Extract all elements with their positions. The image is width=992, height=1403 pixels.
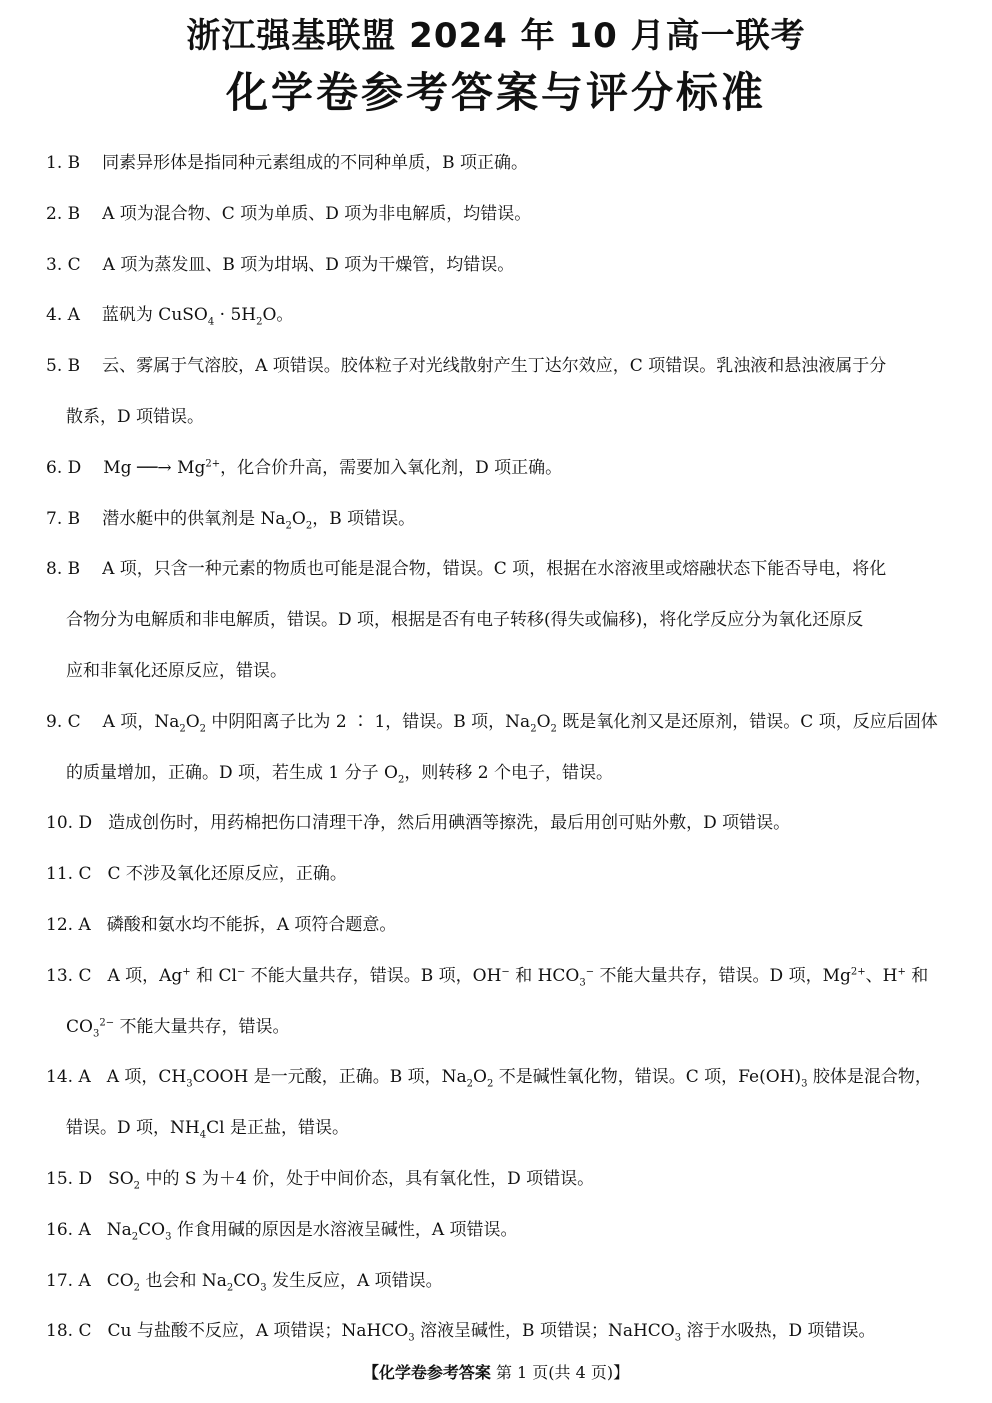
subscript: 2 bbox=[466, 1078, 474, 1090]
answer-text: A 项，CH bbox=[106, 1067, 187, 1088]
answer-text: Mg ──→ Mg bbox=[103, 457, 206, 478]
subscript: 2 bbox=[179, 723, 186, 735]
superscript: 2+ bbox=[205, 458, 221, 470]
answer-text: 溶于水吸热，D 项错误。 bbox=[681, 1321, 876, 1342]
answer-number: 16. A bbox=[46, 1219, 91, 1240]
answer-number: 3. C bbox=[46, 254, 81, 275]
document-title: 浙江强基联盟 2024 年 10 月高一联考 bbox=[186, 16, 806, 56]
answer-item bbox=[46, 189, 531, 239]
subscript: 2 bbox=[398, 773, 405, 785]
subscript: 3 bbox=[186, 1078, 193, 1090]
answer-text: COOH 是一元酸，正确。B 项，Na bbox=[192, 1067, 467, 1088]
answer-text: 也会和 Na bbox=[140, 1270, 227, 1291]
answer-item bbox=[46, 1205, 518, 1255]
answer-continuation bbox=[66, 595, 863, 645]
subscript: 3 bbox=[674, 1332, 682, 1344]
subscript: 3 bbox=[801, 1078, 808, 1090]
superscript: − bbox=[236, 966, 246, 978]
answer-number: 9. C bbox=[46, 711, 81, 732]
answer-text: 和 bbox=[905, 965, 929, 986]
answer-text: ，则转移 2 个电子，错误。 bbox=[404, 762, 613, 783]
subscript: 2 bbox=[199, 723, 207, 735]
answer-text: 胶体是混合物， bbox=[807, 1067, 932, 1088]
answer-text: O bbox=[536, 711, 551, 732]
answer-text: ，化合价升高，需要加入氧化剂，D 项正确。 bbox=[220, 457, 563, 478]
answer-text: A 项，Ag bbox=[107, 965, 183, 986]
subscript: 2 bbox=[226, 1281, 234, 1293]
subscript: 3 bbox=[165, 1231, 172, 1243]
superscript: − bbox=[585, 966, 595, 978]
answer-text: CO bbox=[66, 1016, 93, 1037]
answer-continuation bbox=[66, 646, 287, 696]
answer-text: Cu 与盐酸不反应，A 项错误；NaHCO bbox=[107, 1321, 409, 1342]
answer-item bbox=[46, 1154, 594, 1204]
answer-item bbox=[46, 494, 415, 544]
answer-text: 既是氧化剂又是还原剂，错误。C 项，反应后固体 bbox=[556, 711, 938, 732]
answer-text: 的质量增加，正确。D 项，若生成 1 分子 O bbox=[66, 762, 398, 783]
answer-text: CO bbox=[233, 1270, 261, 1291]
answer-text: O bbox=[185, 711, 200, 732]
answer-item bbox=[46, 1256, 443, 1306]
answer-continuation bbox=[66, 1002, 289, 1052]
answer-text: 中的 S 为＋4 价，处于中间价态，具有氧化性，D 项错误。 bbox=[140, 1169, 595, 1189]
answer-text: SO bbox=[108, 1169, 134, 1189]
superscript: 2+ bbox=[850, 966, 866, 978]
subscript: 2 bbox=[305, 519, 313, 531]
answer-text: C 不涉及氧化还原反应，正确。 bbox=[107, 864, 347, 885]
answer-text: O bbox=[473, 1067, 487, 1088]
subscript: 2 bbox=[133, 1281, 141, 1293]
answer-number: 11. C bbox=[46, 864, 92, 885]
subscript: 2 bbox=[530, 723, 537, 735]
answer-text: 蓝矾为 CuSO bbox=[101, 305, 208, 326]
subscript: 3 bbox=[579, 977, 586, 989]
answer-item bbox=[46, 849, 347, 899]
subscript: 3 bbox=[408, 1332, 415, 1344]
answer-number: 14. A bbox=[46, 1067, 91, 1088]
answer-text: 、H bbox=[865, 965, 898, 986]
superscript: + bbox=[897, 966, 906, 978]
answer-text: 发生反应，A 项错误。 bbox=[266, 1270, 443, 1291]
answer-text: O bbox=[291, 508, 306, 529]
answer-text: · 5H bbox=[214, 305, 257, 326]
answer-number: 2. B bbox=[46, 203, 81, 224]
answer-number: 18. C bbox=[46, 1321, 92, 1342]
answer-text: 不能大量共存，错误。B 项，OH bbox=[245, 965, 502, 986]
answer-text: 中阴阳离子比为 2 ∶ 1，错误。B 项，Na bbox=[206, 711, 531, 732]
answer-item bbox=[46, 443, 562, 493]
answer-continuation bbox=[66, 1103, 349, 1153]
subscript: 2 bbox=[486, 1078, 494, 1090]
subscript: 2 bbox=[131, 1231, 139, 1243]
answer-text: 云、雾属于气溶胶，A 项错误。胶体粒子对光线散射产生丁达尔效应，C 项错误。乳浊液和悬浊液属于分 bbox=[102, 356, 887, 377]
answer-text: 和 HCO bbox=[509, 965, 580, 986]
answer-item bbox=[46, 1052, 932, 1102]
answer-number: 10. D bbox=[46, 813, 93, 834]
answer-text: A 项，Na bbox=[102, 711, 180, 732]
answer-number: 5. B bbox=[46, 356, 81, 377]
answer-item bbox=[46, 798, 790, 848]
answer-number: 17. A bbox=[46, 1270, 91, 1291]
answer-item bbox=[46, 240, 514, 290]
answer-text: 潜水艇中的供氧剂是 Na bbox=[102, 508, 286, 529]
footer-page-number: 第 1 页(共 4 页)】 bbox=[495, 1363, 630, 1382]
answer-text: Na bbox=[106, 1219, 132, 1240]
answer-text: 应和非氧化还原反应，错误。 bbox=[66, 661, 287, 681]
answer-text: CO bbox=[106, 1270, 134, 1291]
answer-item bbox=[46, 697, 938, 747]
answer-number: 7. B bbox=[46, 508, 81, 529]
answer-item bbox=[46, 900, 396, 950]
answer-number: 13. C bbox=[46, 965, 92, 986]
answer-item bbox=[46, 341, 886, 391]
subscript: 4 bbox=[207, 316, 215, 328]
answer-text: A 项为混合物、C 项为单质、D 项为非电解质，均错误。 bbox=[102, 203, 532, 224]
subscript: 2 bbox=[133, 1180, 141, 1192]
document-subtitle: 化学卷参考答案与评分标准 bbox=[225, 68, 766, 117]
answer-text: 溶液呈碱性，B 项错误；NaHCO bbox=[414, 1321, 675, 1342]
answer-item bbox=[46, 138, 528, 188]
answer-text: 不能大量共存，错误。 bbox=[114, 1016, 290, 1037]
subscript: 2 bbox=[285, 519, 292, 531]
answer-text: 错误。D 项，NH bbox=[66, 1118, 200, 1139]
answer-text: A 项为蒸发皿、B 项为坩埚、D 项为干燥管，均错误。 bbox=[102, 254, 515, 275]
answer-text: 散系，D 项错误。 bbox=[66, 407, 205, 427]
superscript: − bbox=[501, 966, 510, 978]
answer-item bbox=[46, 951, 928, 1001]
answer-number: 15. D bbox=[46, 1169, 93, 1189]
answer-text: 磷酸和氨水均不能拆，A 项符合题意。 bbox=[106, 915, 397, 935]
answer-text: 不能大量共存，错误。D 项，Mg bbox=[594, 965, 851, 986]
superscript: + bbox=[182, 966, 191, 978]
answer-item bbox=[46, 544, 886, 594]
answer-number: 1. B bbox=[46, 153, 81, 173]
answer-continuation bbox=[66, 392, 204, 442]
subscript: 4 bbox=[199, 1129, 207, 1141]
answer-text: CO bbox=[138, 1219, 166, 1240]
answer-continuation bbox=[66, 748, 613, 798]
answer-text: O。 bbox=[262, 305, 294, 326]
answer-text: 造成创伤时，用药棉把伤口清理干净，然后用碘酒等擦洗，最后用创可贴外敷，D 项错误。 bbox=[108, 813, 791, 834]
superscript: 2− bbox=[99, 1016, 115, 1028]
answer-text: 同素异形体是指同种元素组成的不同种单质，B 项正确。 bbox=[102, 153, 529, 173]
subscript: 3 bbox=[260, 1281, 267, 1293]
answer-text: 作食用碱的原因是水溶液呈碱性，A 项错误。 bbox=[171, 1219, 518, 1240]
answer-text: 不是碱性氧化物，错误。C 项，Fe(OH) bbox=[493, 1067, 802, 1088]
subscript: 3 bbox=[92, 1027, 100, 1039]
answer-item bbox=[46, 1306, 876, 1356]
answer-number: 4. A bbox=[46, 305, 80, 326]
subscript: 2 bbox=[256, 316, 263, 328]
answer-text: ，B 项错误。 bbox=[312, 508, 416, 529]
subscript: 2 bbox=[550, 723, 557, 735]
page-footer bbox=[0, 1360, 992, 1386]
answer-number: 8. B bbox=[46, 559, 81, 580]
answer-number: 12. A bbox=[46, 915, 91, 935]
answer-number: 6. D bbox=[46, 457, 82, 478]
answer-text: 合物分为电解质和非电解质，错误。D 项，根据是否有电子转移(得失或偏移)，将化学反应分为氧化还原反 bbox=[66, 610, 864, 631]
footer-label: 【化学卷参考答案 bbox=[362, 1363, 491, 1382]
answer-text: 和 Cl bbox=[190, 965, 237, 986]
answer-item bbox=[46, 290, 293, 340]
answer-text: Cl 是正盐，错误。 bbox=[206, 1118, 349, 1139]
answer-text: A 项，只含一种元素的物质也可能是混合物，错误。C 项，根据在水溶液里或熔融状态下能否导电，将化 bbox=[102, 559, 887, 580]
